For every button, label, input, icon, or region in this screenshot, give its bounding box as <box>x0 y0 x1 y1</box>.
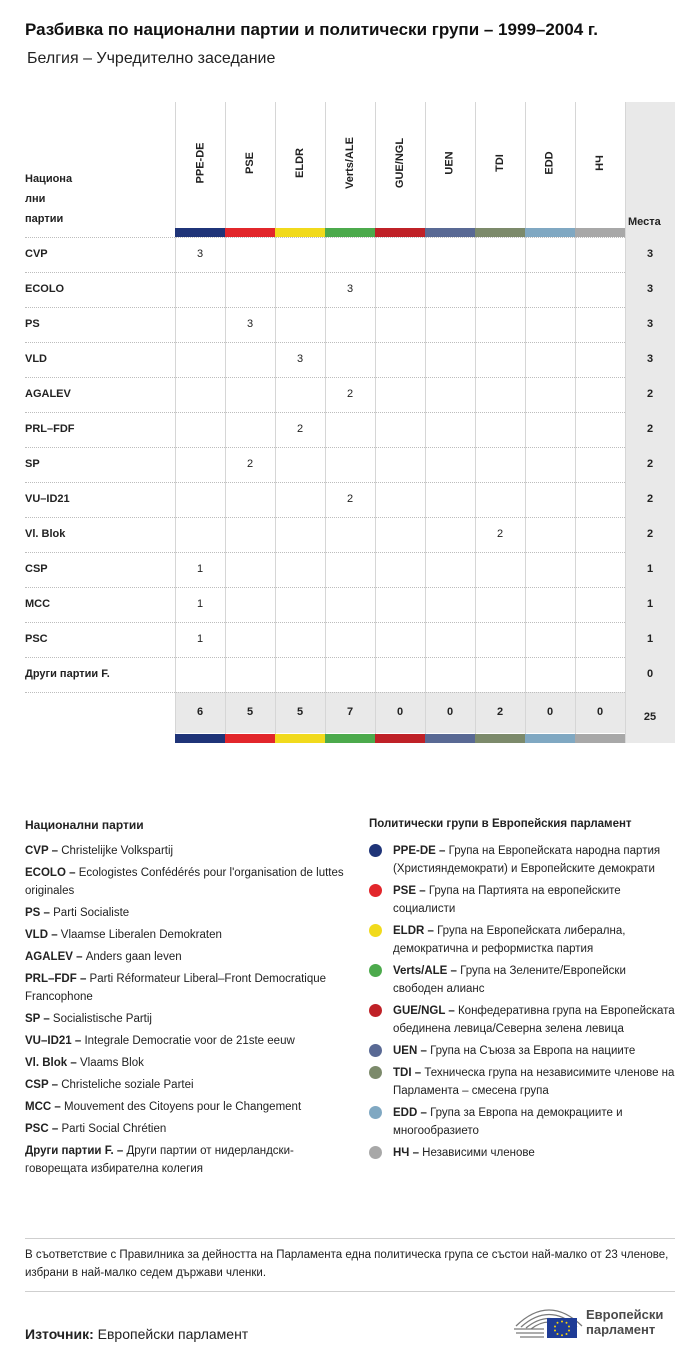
party-row-label: CSP <box>25 563 48 575</box>
row-divider <box>25 657 625 658</box>
party-column-header-line: партии <box>25 213 64 225</box>
party-row-label: VLD <box>25 353 47 365</box>
group-color-swatch <box>225 228 275 237</box>
group-total: 5 <box>296 706 304 718</box>
divider <box>25 1238 675 1239</box>
party-full-name: Anders gaan leven <box>85 951 182 963</box>
party-legend-item <box>25 1098 345 1116</box>
group-legend-item <box>369 1144 679 1162</box>
party-abbr: PS – <box>25 907 54 919</box>
party-seat-total: 3 <box>646 318 654 330</box>
party-full-name: Ecologistes Confédérés pour l'organisation de luttes originales <box>25 867 344 897</box>
group-abbr: НЧ – <box>393 1147 423 1159</box>
page-title: Разбивка по национални партии и политически групи – 1999–2004 г. <box>25 20 598 39</box>
group-legend-item <box>369 1064 679 1100</box>
party-abbr: Други партии F. – <box>25 1145 127 1157</box>
party-seat-total: 3 <box>646 248 654 260</box>
group-legend <box>369 842 679 1166</box>
group-legend-item <box>369 1042 679 1060</box>
group-color-swatch <box>575 228 625 237</box>
logo-text-line: парламент <box>586 1322 656 1337</box>
group-column-label: TDI <box>493 154 506 172</box>
group-full-name: Група за Европа на демокрациите и многообразието <box>393 1107 623 1137</box>
party-abbr: PSC – <box>25 1123 62 1135</box>
group-color-swatch <box>225 734 275 743</box>
party-legend-item <box>25 1054 345 1072</box>
party-seat-total: 2 <box>646 458 654 470</box>
party-abbr: Vl. Blok – <box>25 1057 80 1069</box>
group-color-swatch <box>325 228 375 237</box>
party-row-label: AGALEV <box>25 388 71 400</box>
group-abbr: TDI – <box>393 1067 425 1079</box>
party-column-header-line: Национа <box>25 173 73 185</box>
table-cell: 2 <box>346 388 354 400</box>
group-color-swatch <box>525 228 575 237</box>
group-full-name: Техническа група на независимите членове на Парламента – смесена група <box>393 1067 675 1097</box>
group-column-header <box>575 100 625 226</box>
party-full-name: Mouvement des Citoyens pour le Changement <box>63 1101 302 1113</box>
group-legend-title: Политически групи в Европейския парламент <box>369 818 632 830</box>
party-full-name: Parti Socialiste <box>53 907 130 919</box>
group-total: 5 <box>246 706 254 718</box>
party-seat-total: 2 <box>646 423 654 435</box>
party-abbr: CVP – <box>25 845 62 857</box>
group-column-header <box>275 100 325 226</box>
party-legend-item <box>25 1120 345 1138</box>
source-line <box>25 1326 248 1342</box>
group-color-swatch <box>475 734 525 743</box>
party-abbr: MCC – <box>25 1101 64 1113</box>
group-color-dot-icon <box>369 1004 382 1017</box>
group-total: 0 <box>596 706 604 718</box>
party-row-label: SP <box>25 458 40 470</box>
group-legend-item <box>369 1002 679 1038</box>
group-color-swatch <box>325 734 375 743</box>
party-column-header-line: лни <box>25 193 46 205</box>
row-divider <box>25 587 625 588</box>
table-cell: 2 <box>346 493 354 505</box>
party-legend-item <box>25 1032 345 1050</box>
party-abbr: ECOLO – <box>25 867 79 879</box>
party-legend-item <box>25 864 345 900</box>
group-total: 2 <box>496 706 504 718</box>
party-row-label: MCC <box>25 598 51 610</box>
party-legend-item <box>25 970 345 1006</box>
table-cell: 3 <box>246 318 254 330</box>
group-column-header <box>425 100 475 226</box>
grand-total: 25 <box>643 711 657 723</box>
party-seat-total: 3 <box>646 353 654 365</box>
group-color-dot-icon <box>369 1066 382 1079</box>
group-color-swatch <box>275 734 325 743</box>
group-abbr: PPE-DE – <box>393 845 449 857</box>
table-cell: 3 <box>346 283 354 295</box>
group-legend-item <box>369 962 679 998</box>
group-abbr: EDD – <box>393 1107 431 1119</box>
group-color-swatch <box>525 734 575 743</box>
party-row-label: PS <box>25 318 40 330</box>
row-divider <box>25 552 625 553</box>
row-divider <box>25 517 625 518</box>
footnote: В съответствие с Правилника за дейността на Парламента една политическа група се състои най-малко от 23 членове, избрани в най-малко седем държави членки. <box>25 1249 669 1279</box>
party-seat-total: 2 <box>646 493 654 505</box>
table-cell: 1 <box>196 563 204 575</box>
group-full-name: Група на Зелените/Европейски свободен алианс <box>393 965 626 995</box>
party-legend-item <box>25 1142 345 1178</box>
party-abbr: SP – <box>25 1013 53 1025</box>
group-column-label: PPE-DE <box>194 142 206 184</box>
group-abbr: UEN – <box>393 1045 431 1057</box>
party-row-label: VU–ID21 <box>25 493 70 505</box>
group-color-swatch <box>425 228 475 237</box>
party-legend-item <box>25 904 345 922</box>
row-divider <box>25 447 625 448</box>
group-column-label: Verts/ALE <box>344 137 356 189</box>
group-column-header <box>525 100 575 226</box>
party-row-label: Други партии F. <box>25 668 110 680</box>
party-full-name: Integrale Democratie voor de 21ste eeuw <box>84 1035 295 1047</box>
european-parliament-logo-icon <box>514 1302 584 1340</box>
group-legend-item <box>369 1104 679 1140</box>
party-abbr: PRL–FDF – <box>25 973 90 985</box>
group-abbr: PSE – <box>393 885 429 897</box>
party-full-name: Socialistische Partij <box>52 1013 152 1025</box>
party-legend-item <box>25 842 345 860</box>
party-full-name: Christeliche soziale Partei <box>61 1079 194 1091</box>
group-color-swatch <box>425 734 475 743</box>
group-color-swatch <box>375 734 425 743</box>
party-seat-total: 0 <box>646 668 654 680</box>
group-abbr: GUE/NGL – <box>393 1005 458 1017</box>
party-legend-item <box>25 926 345 944</box>
row-divider <box>25 272 625 273</box>
group-full-name: Група на Европейската народна партия (Християндемократи) и Европейските демократи <box>393 845 661 875</box>
party-row-label: PRL–FDF <box>25 423 75 435</box>
table-cell: 3 <box>296 353 304 365</box>
group-color-swatch <box>175 734 225 743</box>
party-legend <box>25 842 345 1182</box>
party-full-name: Parti Réformateur Liberal–Front Democratique Francophone <box>25 973 327 1003</box>
party-legend-item <box>25 948 345 966</box>
group-color-swatch <box>175 228 225 237</box>
group-column-label: EDD <box>543 151 556 175</box>
party-seat-total: 3 <box>646 283 654 295</box>
party-row-label: ECOLO <box>25 283 65 295</box>
group-legend-item <box>369 922 679 958</box>
group-full-name: Независими членове <box>422 1147 535 1159</box>
group-color-dot-icon <box>369 964 382 977</box>
table-cell: 2 <box>296 423 304 435</box>
party-seat-total: 2 <box>646 388 654 400</box>
table-cell: 3 <box>196 248 204 260</box>
group-abbr: ELDR – <box>393 925 438 937</box>
group-total: 6 <box>196 706 204 718</box>
group-column-header <box>375 100 425 226</box>
party-full-name: Други партии от нидерландски-говорещата избирателна колегия <box>25 1145 294 1175</box>
party-legend-title: Национални партии <box>25 818 144 832</box>
seats-column-header: Места <box>628 216 661 228</box>
row-divider <box>25 622 625 623</box>
group-full-name: Конфедеративна група на Европейската обединена левица/Северна зелена левица <box>393 1005 675 1035</box>
group-column-header <box>475 100 525 226</box>
row-divider <box>25 482 625 483</box>
party-row-label: PSC <box>25 633 48 645</box>
row-divider <box>25 377 625 378</box>
row-divider <box>25 307 625 308</box>
party-column-header <box>25 169 72 229</box>
group-legend-item <box>369 882 679 918</box>
group-color-dot-icon <box>369 924 382 937</box>
group-color-dot-icon <box>369 884 382 897</box>
divider <box>25 1291 675 1292</box>
table-cell: 1 <box>196 598 204 610</box>
group-full-name: Група на Съюза за Европа на нациите <box>430 1045 636 1057</box>
group-legend-item <box>369 842 679 878</box>
row-divider <box>25 692 625 693</box>
row-divider <box>25 412 625 413</box>
row-divider <box>25 342 625 343</box>
group-color-swatch <box>275 228 325 237</box>
group-total: 0 <box>446 706 454 718</box>
group-column-header <box>325 100 375 226</box>
group-column-label: ELDR <box>293 148 306 178</box>
group-color-dot-icon <box>369 1044 382 1057</box>
group-column-label: UEN <box>443 151 456 175</box>
source-value: Европейски парламент <box>97 1326 249 1342</box>
european-parliament-logo-text <box>586 1307 663 1337</box>
source-label: Източник: <box>25 1326 94 1342</box>
group-column-header <box>225 100 275 226</box>
group-color-dot-icon <box>369 1106 382 1119</box>
party-full-name: Vlaamse Liberalen Demokraten <box>60 929 222 941</box>
group-color-swatch <box>575 734 625 743</box>
party-abbr: CSP – <box>25 1079 62 1091</box>
group-color-dot-icon <box>369 1146 382 1159</box>
group-column-label: PSE <box>243 151 256 175</box>
group-total: 0 <box>546 706 554 718</box>
logo-text-line: Европейски <box>586 1307 664 1322</box>
group-color-swatch <box>375 228 425 237</box>
table-cell: 2 <box>246 458 254 470</box>
group-color-swatch <box>475 228 525 237</box>
table-cell: 1 <box>196 633 204 645</box>
party-full-name: Christelijke Volkspartij <box>61 845 174 857</box>
group-column-header <box>175 100 225 226</box>
party-seat-total: 2 <box>646 528 654 540</box>
party-row-label: CVP <box>25 248 48 260</box>
group-full-name: Група на Европейската либерална, демократична и реформистка партия <box>393 925 626 955</box>
group-total: 7 <box>346 706 354 718</box>
group-color-dot-icon <box>369 844 382 857</box>
group-abbr: Verts/ALE – <box>393 965 461 977</box>
group-column-label: GUE/NGL <box>394 137 406 189</box>
table-cell: 2 <box>496 528 504 540</box>
party-abbr: VU–ID21 – <box>25 1035 85 1047</box>
page-subtitle: Белгия – Учредително заседание <box>27 50 276 67</box>
party-legend-item <box>25 1076 345 1094</box>
party-full-name: Vlaams Blok <box>79 1057 144 1069</box>
group-full-name: Група на Партията на европейските социалисти <box>393 885 621 915</box>
party-full-name: Parti Social Chrétien <box>61 1123 167 1135</box>
party-abbr: AGALEV – <box>25 951 86 963</box>
party-seat-total: 1 <box>646 633 654 645</box>
party-legend-item <box>25 1010 345 1028</box>
party-seat-total: 1 <box>646 563 654 575</box>
party-row-label: Vl. Blok <box>25 528 66 540</box>
row-divider <box>25 237 625 238</box>
party-abbr: VLD – <box>25 929 61 941</box>
group-total: 0 <box>396 706 404 718</box>
group-column-label: НЧ <box>594 155 606 171</box>
party-seat-total: 1 <box>646 598 654 610</box>
